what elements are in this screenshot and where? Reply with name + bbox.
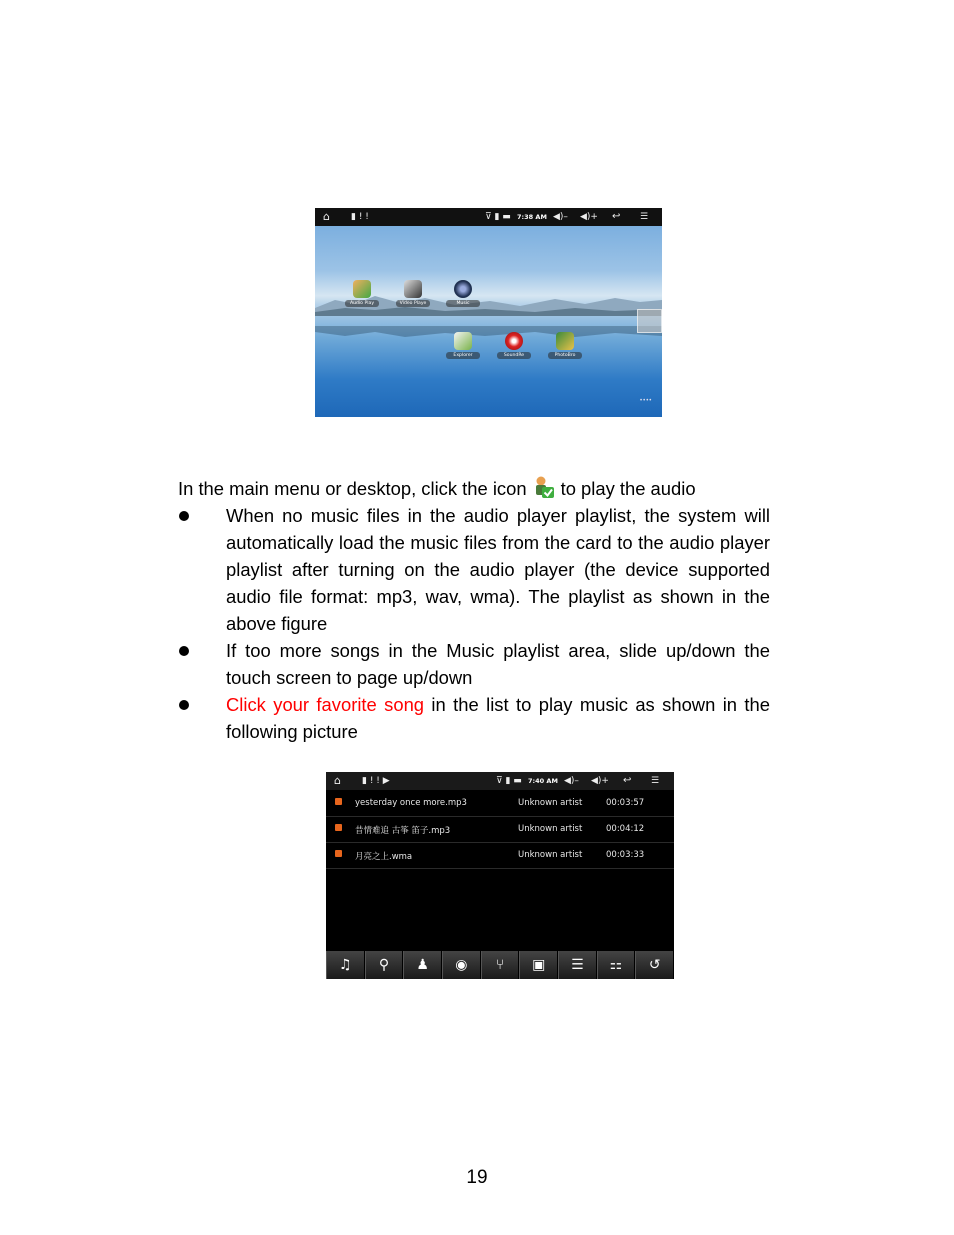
volume-down-icon[interactable]: ◀)– — [564, 776, 579, 786]
home-icon[interactable]: ⌂ — [334, 774, 341, 787]
track-artist: Unknown artist — [518, 850, 583, 860]
music-icon — [454, 280, 472, 298]
back-icon[interactable]: ↩ — [623, 775, 632, 786]
notification-icons: ▮ ! ! — [351, 212, 369, 222]
intro-text-after: to play the audio — [560, 478, 696, 499]
menu-icon[interactable]: ☰ — [651, 776, 660, 786]
track-title: 昔情难追 古筝 笛子.mp3 — [355, 826, 451, 836]
volume-up-icon[interactable]: ◀)+ — [580, 212, 598, 222]
app-label: PhotoBro — [548, 352, 582, 359]
desktop-screenshot — [315, 208, 662, 417]
bullet-item — [178, 502, 770, 637]
bullet-text: in the list to play music as shown in the following picture — [226, 694, 771, 742]
volume-up-icon[interactable]: ◀)+ — [591, 776, 609, 786]
track-row[interactable] — [326, 790, 674, 817]
bullet-item — [178, 637, 770, 691]
status-bar — [315, 208, 662, 226]
app-explorer[interactable] — [446, 332, 480, 359]
status-time: 7:40 AM — [528, 777, 558, 785]
track-title: 月亮之上.wma — [355, 852, 413, 862]
volume-down-icon[interactable]: ◀)– — [553, 212, 568, 222]
audio-player-icon — [353, 280, 371, 298]
track-row[interactable] — [326, 816, 674, 843]
music-file-icon — [335, 798, 342, 805]
water-reflection — [315, 326, 662, 356]
instructions — [178, 475, 770, 745]
status-bar — [326, 772, 674, 790]
app-label: SoundRe — [497, 352, 531, 359]
highlighted-text: Click your favorite song — [226, 694, 425, 715]
menu-icon[interactable]: ☰ — [640, 212, 649, 222]
explorer-icon — [454, 332, 472, 350]
app-label: Video Playe — [396, 300, 430, 307]
track-row[interactable] — [326, 842, 674, 869]
track-title: yesterday once more.mp3 — [355, 798, 467, 808]
folder-icon[interactable]: ▣ — [519, 951, 558, 979]
track-duration: 00:04:12 — [606, 824, 645, 834]
app-label: Audio Play — [345, 300, 379, 307]
bullet-text: If too more songs in the Music playlist area, slide up/down the touch screen to page up/down — [226, 640, 770, 688]
music-file-icon — [335, 824, 342, 831]
page-number: 19 — [466, 1167, 488, 1188]
genre-icon[interactable]: ⑂ — [481, 951, 520, 979]
notification-icons: ▮ ! ! ▶ — [362, 776, 390, 786]
status-time: 7:38 AM — [517, 213, 547, 221]
app-label: Explorer — [446, 352, 480, 359]
artist-icon[interactable]: ♟ — [403, 951, 442, 979]
bullet-icon — [179, 700, 189, 710]
app-video-player[interactable] — [396, 280, 430, 307]
track-artist: Unknown artist — [518, 798, 583, 808]
bullet-item — [178, 691, 770, 745]
app-music[interactable] — [446, 280, 480, 307]
intro-text-before: In the main menu or desktop, click the icon — [178, 478, 527, 499]
playlist-icon[interactable]: ☰ — [558, 951, 597, 979]
bullet-text: When no music files in the audio player playlist, the system will automatically load the music files from the card to the audio player playlist after turning on the audio player (the device supported audio file format: mp3, wav, wma). The playlist as shown in the above figure — [226, 505, 770, 634]
page-indicator: •••• — [640, 398, 653, 404]
signal-icons: ⊽ ▮ ▬ — [485, 212, 511, 222]
intro-line — [178, 475, 770, 502]
album-icon[interactable]: ◉ — [442, 951, 481, 979]
track-artist: Unknown artist — [518, 824, 583, 834]
app-label: Music — [446, 300, 480, 307]
music-file-icon — [335, 850, 342, 857]
track-duration: 00:03:57 — [606, 798, 645, 808]
signal-icons: ⊽ ▮ ▬ — [496, 776, 522, 786]
audio-player-icon — [533, 475, 555, 499]
back-icon[interactable]: ↩ — [612, 211, 621, 222]
video-player-icon — [404, 280, 422, 298]
search-icon[interactable]: ⚲ — [365, 951, 404, 979]
bullet-icon — [179, 646, 189, 656]
app-photo-browser[interactable] — [548, 332, 582, 359]
sound-recorder-icon — [505, 332, 523, 350]
bullet-icon — [179, 511, 189, 521]
track-duration: 00:03:33 — [606, 850, 645, 860]
repeat-icon[interactable]: ↺ — [635, 951, 674, 979]
music-list-screenshot — [326, 772, 674, 979]
equalizer-icon[interactable]: ⚏ — [597, 951, 636, 979]
music-note-icon[interactable]: ♫ — [326, 951, 365, 979]
home-icon[interactable]: ⌂ — [323, 210, 330, 223]
music-toolbar — [326, 951, 674, 979]
app-audio-player[interactable] — [345, 280, 379, 307]
photo-browser-icon — [556, 332, 574, 350]
app-sound-recorder[interactable] — [497, 332, 531, 359]
widget-thumbnail[interactable] — [637, 309, 662, 333]
